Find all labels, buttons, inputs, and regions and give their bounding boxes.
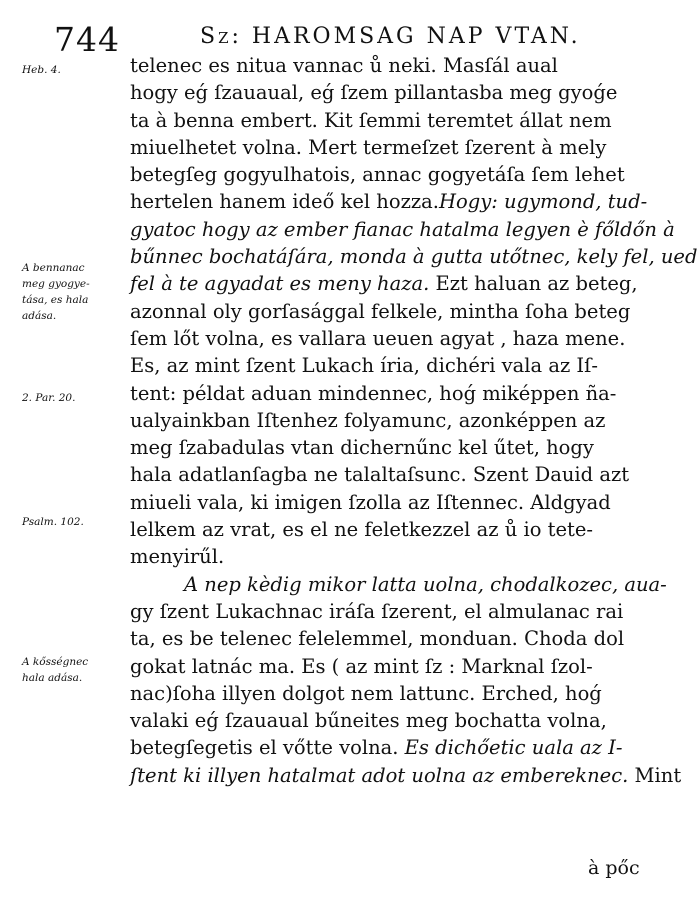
text-line xyxy=(130,270,642,297)
text-line xyxy=(130,734,642,761)
margin-note-hebrews xyxy=(22,62,126,78)
running-title: Sz: HAROMSAG NAP VTAN. xyxy=(200,24,581,49)
page-number: 744 xyxy=(54,20,120,59)
margin-note-line: Heb. 4. xyxy=(22,64,61,76)
text-segment: menyirűl. xyxy=(130,545,225,569)
margin-note-people xyxy=(22,654,126,686)
text-segment: Ezt haluan az beteg, xyxy=(429,272,638,296)
text-segment: betegſeg gogyulhatois, annac gogyetáſa ſem lehet xyxy=(130,163,625,187)
text-line xyxy=(130,762,682,789)
text-segment: ſem lőt volna, es vallara ueuen agyat , haza mene. xyxy=(130,326,626,350)
text-line xyxy=(130,107,642,134)
text-segment: hala adatlanſagba ne talaltaſsunc. Szent Dauid azt xyxy=(130,463,630,487)
text-segment: Es, az mint ſzent Lukach íria, dichéri vala az Iſ- xyxy=(130,354,598,378)
text-segment: hogy eǵ ſzauaual, eǵ ſzem pillantasba meg gyoǵe xyxy=(130,81,618,105)
text-line xyxy=(130,298,642,325)
text-line xyxy=(130,434,642,461)
margin-note-line: Psalm. 102. xyxy=(22,516,84,528)
text-line xyxy=(130,598,642,625)
margin-note-healing xyxy=(22,260,126,324)
catchword: à pőc xyxy=(588,857,640,879)
text-segment: betegſegetis el vőtte volna. xyxy=(130,736,399,760)
text-line xyxy=(130,243,697,270)
text-line xyxy=(130,52,642,79)
margin-note-psalm xyxy=(22,514,126,530)
italic-text-segment: Hogy: ugymond, tud- xyxy=(438,190,648,214)
italic-text-segment: gyatoc hogy az ember fianac hatalma legyen è főldőn à xyxy=(130,217,675,241)
text-line xyxy=(130,188,648,215)
italic-text-segment: ſtent ki illyen hatalmat adot uolna az embereknec. xyxy=(130,763,629,787)
text-line xyxy=(130,352,642,379)
text-line xyxy=(130,516,642,543)
italic-text-segment: fel à te agyadat es meny haza. xyxy=(130,272,430,296)
margin-note-line: adása. xyxy=(22,310,57,322)
text-segment: ta, es be telenec felelemmel, monduan. Choda dol xyxy=(130,627,625,651)
text-segment: telenec es nitua vannac ů neki. Masſál aual xyxy=(130,54,558,77)
margin-note-line: A bennanac xyxy=(22,262,85,274)
text-segment: gy ſzent Lukachnac iráſa ſzerent, el almulanac rai xyxy=(130,599,624,623)
text-segment: Mint xyxy=(628,763,682,787)
text-segment: tent: példat aduan mindennec, hoǵ miképpen ña- xyxy=(130,381,617,405)
text-line xyxy=(130,407,642,434)
text-segment: azonnal oly gorſasággal felkele, mintha ſoha beteg xyxy=(130,299,631,323)
text-segment: gokat latnác ma. Es ( az mint ſz : Marknal ſzol- xyxy=(130,654,593,678)
text-line xyxy=(130,571,667,598)
text-line xyxy=(130,625,642,652)
text-line xyxy=(130,380,642,407)
text-line xyxy=(130,325,642,352)
italic-text-segment: bűnnec bochatáſára, monda à gutta utőtnec, kely fel, ued xyxy=(130,245,697,269)
text-segment: valaki eǵ ſzauaual bűneites meg bochatta volna, xyxy=(130,709,607,733)
text-segment: miuelhetet volna. Mert termeſzet ſzerent à mely xyxy=(130,135,607,159)
margin-note-line: tása, es hala xyxy=(22,294,89,306)
text-line xyxy=(130,543,642,570)
text-line xyxy=(130,653,642,680)
margin-note-line: 2. Par. 20. xyxy=(22,392,76,404)
margin-note-line: meg gyogye- xyxy=(22,278,90,290)
text-line xyxy=(130,461,642,488)
italic-text-segment: A nep kèdig mikor latta uolna, chodalkozec, aua- xyxy=(184,572,667,596)
text-segment: lelkem az vrat, es el ne feletkezzel az ů io tete- xyxy=(130,518,593,542)
margin-note-line: A kősségnec xyxy=(22,656,89,668)
text-segment: miueli vala, ki imigen ſzolla az Iſtennec. Aldgyad xyxy=(130,490,611,514)
margin-note-line: hala adása. xyxy=(22,672,83,684)
text-segment: ta à benna embert. Kit ſemmi teremtet állat nem xyxy=(130,108,612,132)
text-segment: nac)ſoha illyen dolgot nem lattunc. Erched, hoǵ xyxy=(130,681,602,705)
text-segment: meg ſzabadulas vtan dichernűnc kel űtet, hogy xyxy=(130,436,594,460)
text-line xyxy=(130,707,642,734)
text-line xyxy=(130,216,675,243)
text-segment: hertelen hanem ideő kel hozza. xyxy=(130,190,439,214)
margin-note-paralipomenon xyxy=(22,390,126,406)
body-text xyxy=(130,52,697,789)
text-line xyxy=(130,161,642,188)
italic-text-segment: Es dichőetic uala az I- xyxy=(398,736,623,760)
text-line xyxy=(130,680,642,707)
text-line xyxy=(130,134,642,161)
text-line xyxy=(130,79,642,106)
text-segment: ualyainkban Iſtenhez folyamunc, azonképpen az xyxy=(130,408,606,432)
text-line xyxy=(130,489,642,516)
